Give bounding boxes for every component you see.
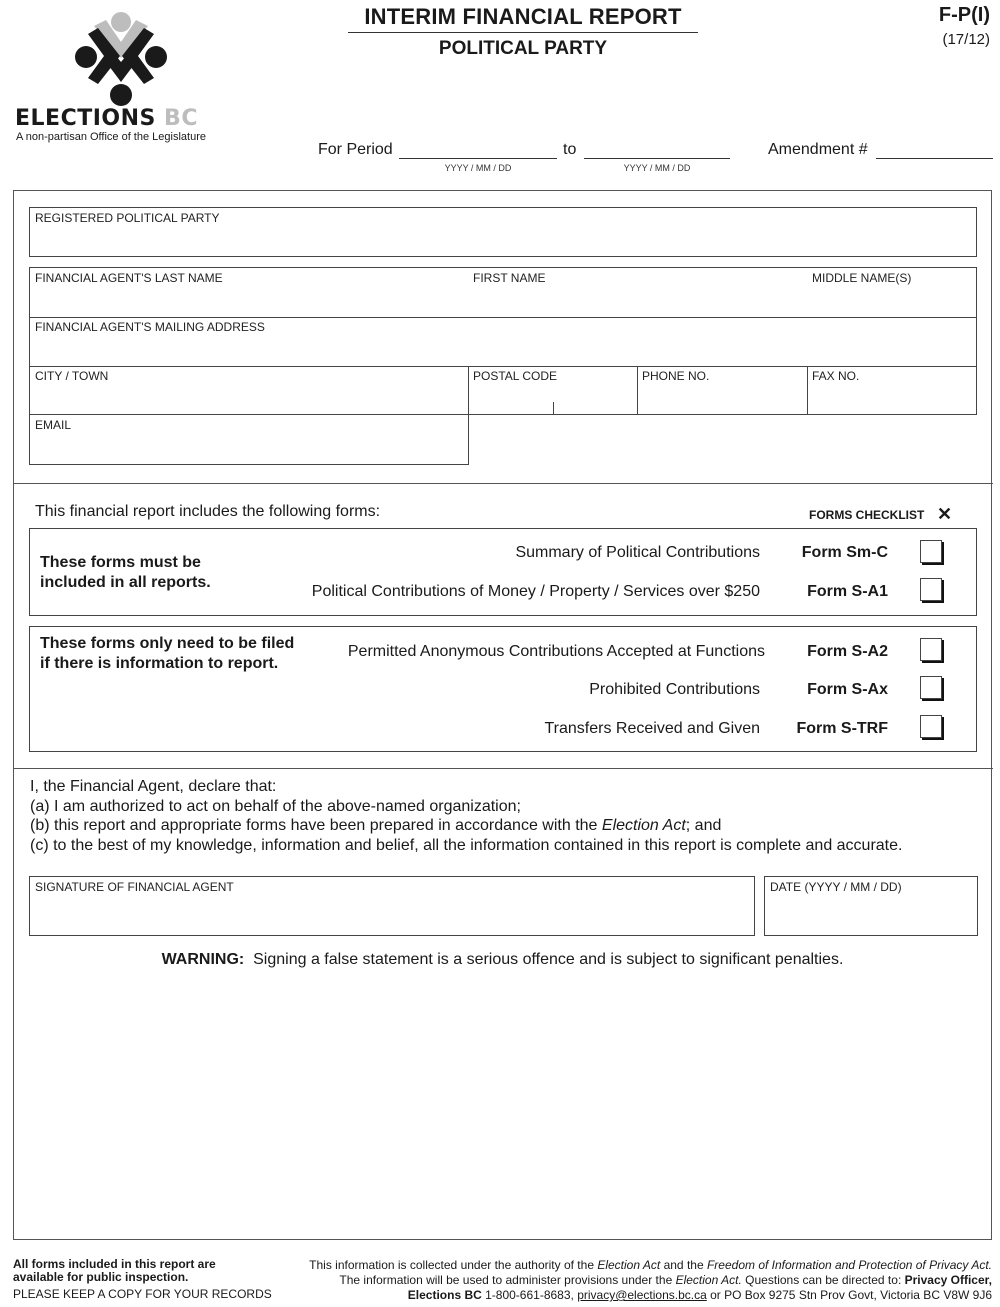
period-to-label: to xyxy=(563,141,577,158)
forms-checklist-header: FORMS CHECKLIST xyxy=(809,508,925,522)
checkbox-form-sm-c[interactable] xyxy=(920,540,942,563)
mailing-address-label: FINANCIAL AGENT'S MAILING ADDRESS xyxy=(35,320,265,334)
period-label: For Period xyxy=(318,141,393,158)
optional-forms-group xyxy=(29,626,977,752)
declaration-text: I, the Financial Agent, declare that: (a) I am authorized to act on behalf of the above-named organization; (b) this report and appropriate forms have been prepared in accordance with the Election Act; and (c) to the best of my knowledge, information and belief, all the information contained in this report is complete and accurate. xyxy=(30,778,903,854)
form-code: Form S-A2 xyxy=(807,643,888,660)
form-description: Summary of Political Contributions xyxy=(515,544,760,561)
amendment-label: Amendment # xyxy=(768,141,868,158)
footer-left: All forms included in this report are available for public inspection. PLEASE KEEP A COPY FOR YOUR RECORDS xyxy=(13,1257,272,1301)
form-code: Form S-Ax xyxy=(807,681,888,698)
mailing-address-field[interactable] xyxy=(30,317,976,366)
first-name-label: FIRST NAME xyxy=(473,271,546,285)
warning-text: WARNING: Signing a false statement is a serious offence and is subject to significant penalties. xyxy=(161,951,844,968)
postal-code-label: POSTAL CODE xyxy=(473,369,558,383)
footer-privacy-notice: This information is collected under the authority of the Election Act and the Freedom of Information and Protection of Privacy Act. The information will be used to administer provisions under the Election Act. Questions can be directed to: Privacy Officer, Elections BC 1-800-661-8683, privacy@elections.bc.ca or PO Box 9275 Stn Prov Govt, Victoria BC V8W 9J6 xyxy=(309,1258,992,1302)
fax-field[interactable] xyxy=(807,366,976,415)
email-label: EMAIL xyxy=(35,418,72,432)
agent-info-grid xyxy=(29,267,977,415)
signature-field[interactable] xyxy=(29,876,755,936)
fax-label: FAX NO. xyxy=(812,369,860,383)
form-code: Form S-TRF xyxy=(796,720,888,737)
page-subtitle: POLITICAL PARTY xyxy=(438,38,608,59)
signature-label: SIGNATURE OF FINANCIAL AGENT xyxy=(35,880,234,894)
forms-intro: This financial report includes the following forms: xyxy=(35,503,381,520)
checkbox-form-s-trf[interactable] xyxy=(920,715,942,738)
form-description: Permitted Anonymous Contributions Accepted at Functions xyxy=(347,643,765,660)
city-label: CITY / TOWN xyxy=(35,369,109,383)
form-code: Form S-A1 xyxy=(807,583,888,600)
form-description: Political Contributions of Money / Property / Services over $250 xyxy=(311,583,760,600)
registered-party-label: REGISTERED POLITICAL PARTY xyxy=(35,211,220,225)
checkmark-x-icon: ✕ xyxy=(937,504,953,524)
phone-label: PHONE NO. xyxy=(642,369,710,383)
period-to-field[interactable] xyxy=(584,158,730,159)
privacy-email-link[interactable]: privacy@elections.bc.ca xyxy=(577,1288,707,1302)
checkbox-form-s-a2[interactable] xyxy=(920,638,942,661)
section-divider xyxy=(13,768,993,769)
checkbox-form-s-ax[interactable] xyxy=(920,676,942,699)
form-description: Prohibited Contributions xyxy=(589,681,760,698)
group-label: These forms must be included in all reports. xyxy=(40,554,211,591)
postal-code-field[interactable] xyxy=(468,366,637,415)
required-forms-group xyxy=(29,528,977,616)
logo-tagline: A non-partisan Office of the Legislature xyxy=(16,131,206,143)
period-from-hint: YYYY / MM / DD xyxy=(444,163,512,173)
date-label: DATE (YYYY / MM / DD) xyxy=(770,880,902,894)
email-field[interactable] xyxy=(29,414,469,465)
last-name-label: FINANCIAL AGENT'S LAST NAME xyxy=(35,271,223,285)
middle-name-label: MIDDLE NAME(S) xyxy=(812,271,912,285)
form-description: Transfers Received and Given xyxy=(544,720,760,737)
group-label: These forms only need to be filed if there is information to report. xyxy=(40,635,295,672)
phone-field[interactable] xyxy=(637,366,807,415)
amendment-field[interactable] xyxy=(876,158,993,159)
first-name-field[interactable] xyxy=(468,268,807,317)
date-field[interactable] xyxy=(764,876,978,936)
last-name-field[interactable] xyxy=(30,268,468,317)
logo-wordmark: ELECTIONS BC xyxy=(15,106,198,131)
section-divider xyxy=(13,483,993,484)
period-from-field[interactable] xyxy=(399,158,557,159)
form-code: Form Sm-C xyxy=(801,544,888,561)
page-title: INTERIM FINANCIAL REPORT xyxy=(348,4,698,33)
form-code: F-P(I) xyxy=(938,4,990,26)
period-to-hint: YYYY / MM / DD xyxy=(623,163,691,173)
city-field[interactable] xyxy=(30,366,468,415)
form-version: (17/12) xyxy=(942,31,990,48)
middle-name-field[interactable] xyxy=(807,268,976,317)
checkbox-form-s-a1[interactable] xyxy=(920,578,942,601)
registered-party-field[interactable] xyxy=(29,207,977,257)
